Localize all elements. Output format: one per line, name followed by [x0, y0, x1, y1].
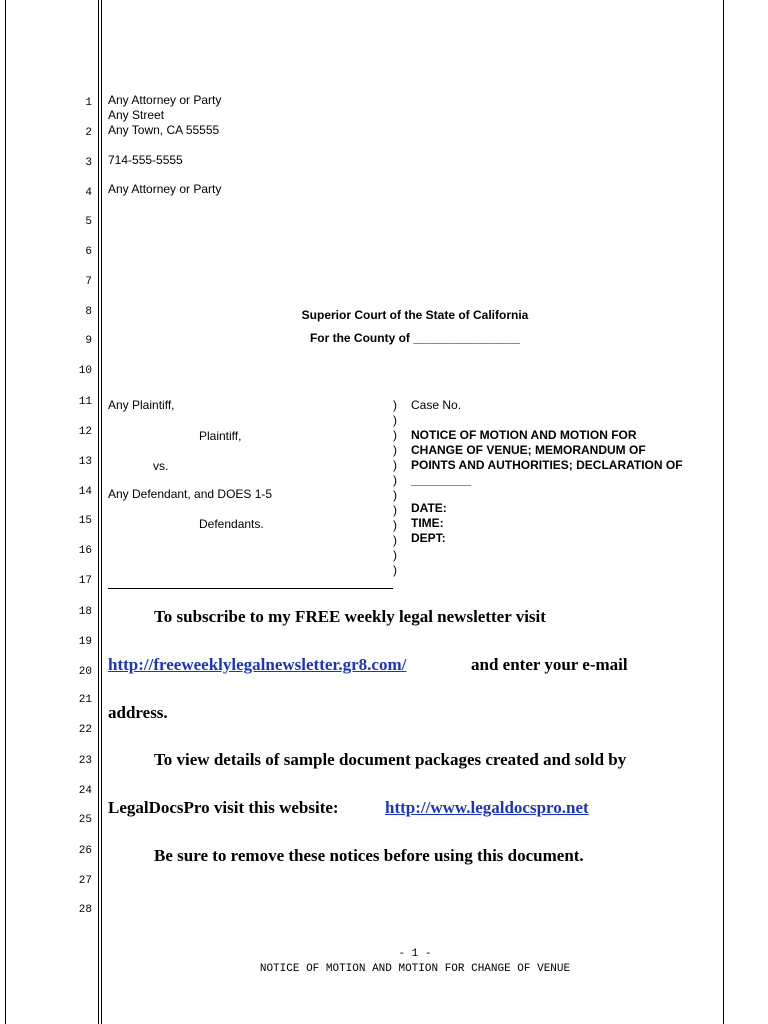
legaldocspro-text: LegalDocsPro visit this website:: [108, 798, 339, 817]
attorney-for: Any Attorney or Party: [108, 182, 222, 196]
paren: ): [393, 488, 397, 502]
line-number: 28: [78, 904, 92, 916]
line-number: 21: [78, 694, 92, 706]
line-number: 11: [78, 396, 92, 408]
page-left-edge: [5, 0, 6, 1024]
newsletter-link[interactable]: http://freeweeklylegalnewsletter.gr8.com/: [108, 655, 407, 674]
line-number: 3: [85, 157, 92, 169]
paren: ): [393, 443, 397, 457]
line-number: 20: [78, 666, 92, 678]
line-number: 25: [78, 814, 92, 826]
left-margin-rule-inner: [101, 0, 102, 1024]
paren: ): [393, 398, 397, 412]
line-number: 16: [78, 545, 92, 557]
line-number: 27: [78, 875, 92, 887]
line-number: 4: [85, 187, 92, 199]
paren: ): [393, 533, 397, 547]
line-number: 9: [85, 335, 92, 347]
versus: vs.: [153, 459, 169, 473]
line-number: 8: [85, 306, 92, 318]
attorney-city: Any Town, CA 55555: [108, 123, 220, 137]
legaldocspro-link[interactable]: http://www.legaldocspro.net: [385, 798, 589, 817]
line-number: 2: [85, 127, 92, 139]
case-number: Case No.: [411, 398, 462, 412]
line-number: 22: [78, 724, 92, 736]
line-number: 19: [78, 636, 92, 648]
hearing-date: DATE:: [411, 501, 447, 515]
left-margin-rule-outer: [98, 0, 99, 1024]
document-title-line: POINTS AND AUTHORITIES; DECLARATION OF: [411, 458, 683, 472]
paren: ): [393, 548, 397, 562]
address-text: address.: [108, 703, 168, 722]
line-number: 24: [78, 785, 92, 797]
paren: ): [393, 563, 397, 577]
paren: ): [393, 428, 397, 442]
court-name: Superior Court of the State of California: [301, 308, 529, 322]
line-number: 14: [78, 486, 92, 498]
paren: ): [393, 473, 397, 487]
plaintiff-role: Plaintiff,: [199, 429, 242, 443]
line-number: 18: [78, 606, 92, 618]
attorney-street: Any Street: [108, 108, 165, 122]
subscribe-text: To subscribe to my FREE weekly legal newsletter visit: [154, 607, 546, 626]
footer-title: NOTICE OF MOTION AND MOTION FOR CHANGE OF VENUE: [259, 963, 571, 975]
attorney-phone: 714-555-5555: [108, 153, 183, 167]
document-title-line: CHANGE OF VENUE; MEMORANDUM OF: [411, 443, 646, 457]
hearing-dept: DEPT:: [411, 531, 446, 545]
line-number: 12: [78, 426, 92, 438]
line-number: 13: [78, 456, 92, 468]
enter-email-text: and enter your e-mail: [471, 655, 628, 674]
line-number: 7: [85, 276, 92, 288]
line-number: 15: [78, 515, 92, 527]
line-number: 26: [78, 845, 92, 857]
line-number: 1: [85, 97, 92, 109]
defendant-role: Defendants.: [199, 517, 264, 531]
line-number: 6: [85, 246, 92, 258]
caption-parentheses: [393, 398, 403, 578]
remove-notice-text: Be sure to remove these notices before using this document.: [154, 846, 584, 865]
view-details-text: To view details of sample document packages created and sold by: [154, 750, 627, 769]
plaintiff-name: Any Plaintiff,: [108, 398, 175, 412]
line-number: 5: [85, 216, 92, 228]
line-number: 17: [78, 575, 92, 587]
line-number: 23: [78, 755, 92, 767]
document-title-line: NOTICE OF MOTION AND MOTION FOR: [411, 428, 637, 442]
right-margin-rule: [723, 0, 724, 1024]
paren: ): [393, 503, 397, 517]
line-number: 10: [78, 365, 92, 377]
attorney-name: Any Attorney or Party: [108, 93, 222, 107]
paren: ): [393, 413, 397, 427]
paren: ): [393, 518, 397, 532]
court-county: For the County of ________________: [309, 331, 521, 345]
defendant-name: Any Defendant, and DOES 1-5: [108, 487, 273, 501]
paren: ): [393, 458, 397, 472]
caption-underline: [108, 588, 393, 589]
page-number: - 1 -: [398, 948, 432, 960]
hearing-time: TIME:: [411, 516, 444, 530]
document-title-line: _________: [411, 473, 472, 487]
